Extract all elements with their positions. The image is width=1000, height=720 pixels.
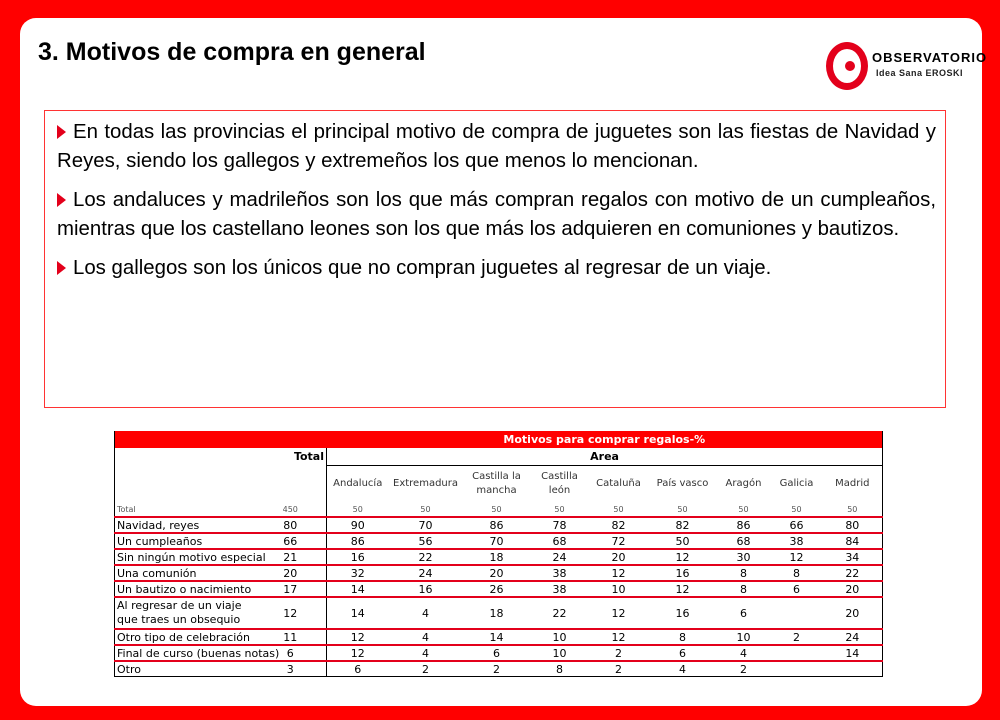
bullet-text: Los andaluces y madrileños son los que más compran regalos con motivo de un cumpleaños, mientras que los castellano leones son los que más los adquieren en comuniones y bautizos. [57,189,936,240]
cell: 86 [463,517,531,533]
cell: 70 [389,517,463,533]
cell: 2 [771,629,823,645]
column-header: Aragón [725,478,762,489]
cell: 22 [531,597,589,629]
cell: 24 [531,549,589,565]
table-row [115,597,883,629]
cell: 22 [823,565,883,581]
cell [771,597,823,629]
cell: 2 [717,661,771,677]
arrow-bullet-icon [57,125,66,139]
row-total: 3 [255,661,327,677]
column-header: Extremadura [393,478,458,489]
cell: 66 [771,517,823,533]
cell: 12 [589,629,649,645]
cell: 10 [589,581,649,597]
cell: 18 [463,549,531,565]
cell: 12 [771,549,823,565]
row-label: Otro [115,661,255,677]
base-value: 50 [491,504,502,514]
cell: 24 [389,565,463,581]
cell: 2 [463,661,531,677]
cell: 4 [389,597,463,629]
base-value: 50 [352,504,363,514]
row-total: 66 [255,533,327,549]
summary-box [44,110,946,408]
row-total: 21 [255,549,327,565]
row-label: Navidad, reyes [115,517,255,533]
row-label: Otro tipo de celebración [115,629,255,645]
cell: 6 [649,645,717,661]
bullet-text: En todas las provincias el principal motivo de compra de juguetes son las fiestas de Navidad y Reyes, siendo los gallegos y extremeños los que menos lo mencionan. [57,121,936,172]
cell: 10 [531,629,589,645]
cell: 16 [649,597,717,629]
table-row [115,565,883,581]
cell: 16 [389,581,463,597]
cell: 18 [463,597,531,629]
column-header: País vasco [656,478,709,489]
cell: 2 [589,661,649,677]
cell: 6 [327,661,389,677]
cell: 12 [327,629,389,645]
cell: 12 [589,597,649,629]
column-header: Castilla la mancha [472,471,521,496]
cell: 22 [389,549,463,565]
base-row [115,502,883,517]
row-label: Un bautizo o nacimiento [115,581,255,597]
table-row [115,645,883,661]
cell: 14 [327,581,389,597]
bullet-paragraph [57,186,936,244]
cell: 32 [327,565,389,581]
cell: 86 [327,533,389,549]
table-row [115,533,883,549]
cell: 24 [823,629,883,645]
cell: 4 [649,661,717,677]
cell: 56 [389,533,463,549]
row-total: 20 [255,565,327,581]
column-header: Castilla león [541,471,578,496]
cell: 16 [649,565,717,581]
table-row [115,629,883,645]
cell [771,661,823,677]
cell: 78 [531,517,589,533]
cell: 4 [389,645,463,661]
cell: 14 [823,645,883,661]
table-row [115,549,883,565]
cell: 4 [717,645,771,661]
cell [771,645,823,661]
cell: 8 [771,565,823,581]
row-total: 80 [255,517,327,533]
cell: 8 [717,581,771,597]
row-total: 6 [255,645,327,661]
cell: 6 [717,597,771,629]
cell: 82 [589,517,649,533]
column-header: Cataluña [596,478,641,489]
base-value: 50 [738,504,749,514]
base-value: 50 [847,504,858,514]
row-label: Una comunión [115,565,255,581]
cell: 20 [823,597,883,629]
table-header: Motivos para comprar regalos-% [327,431,883,448]
logo-ring-icon [826,42,868,90]
cell: 38 [771,533,823,549]
page-title: 3. Motivos de compra en general [38,38,426,66]
base-total: 450 [255,502,327,517]
cell: 12 [649,581,717,597]
observatorio-logo [826,38,988,98]
row-label: Final de curso (buenas notas) [115,645,255,661]
cell: 82 [649,517,717,533]
cell [823,661,883,677]
bullet-paragraph [57,254,936,283]
cell: 26 [463,581,531,597]
cell: 90 [327,517,389,533]
cell: 6 [771,581,823,597]
cell: 10 [531,645,589,661]
cell: 16 [327,549,389,565]
cell: 38 [531,581,589,597]
purchase-motives-table [114,431,883,677]
cell: 8 [717,565,771,581]
arrow-bullet-icon [57,193,66,207]
column-header: Madrid [835,478,870,489]
column-header-row [115,466,883,503]
arrow-bullet-icon [57,261,66,275]
cell: 12 [327,645,389,661]
cell: 70 [463,533,531,549]
cell: 86 [717,517,771,533]
cell: 10 [717,629,771,645]
bullet-text: Los gallegos son los únicos que no compran juguetes al regresar de un viaje. [73,257,772,279]
table-row [115,517,883,533]
cell: 20 [823,581,883,597]
cell: 38 [531,565,589,581]
cell: 72 [589,533,649,549]
row-total: 11 [255,629,327,645]
cell: 20 [589,549,649,565]
cell: 2 [389,661,463,677]
area-column-header: Area [327,448,883,466]
cell: 34 [823,549,883,565]
row-label: Al regresar de un viaje que traes un obsequio [115,597,255,629]
row-label: Sin ningún motivo especial [115,549,255,565]
cell: 68 [531,533,589,549]
cell: 14 [463,629,531,645]
total-column-header: Total [255,448,327,466]
cell: 30 [717,549,771,565]
slide [20,18,988,706]
cell: 14 [327,597,389,629]
column-header: Andalucía [333,478,383,489]
cell: 80 [823,517,883,533]
row-label: Un cumpleaños [115,533,255,549]
cell: 68 [717,533,771,549]
row-total: 17 [255,581,327,597]
base-value: 50 [554,504,565,514]
cell: 6 [463,645,531,661]
cell: 20 [463,565,531,581]
cell: 4 [389,629,463,645]
logo-subtitle: Idea Sana EROSKI [876,68,964,78]
base-value: 50 [791,504,802,514]
cell: 84 [823,533,883,549]
table-header-row [115,431,883,448]
cell: 8 [531,661,589,677]
cell: 2 [589,645,649,661]
logo-name: OBSERVATORIO [872,50,988,65]
bullet-paragraph [57,118,936,176]
table-row [115,581,883,597]
row-total: 12 [255,597,327,629]
cell: 12 [589,565,649,581]
base-value: 50 [420,504,431,514]
column-header: Galicia [779,478,814,489]
cell: 8 [649,629,717,645]
base-value: 50 [677,504,688,514]
cell: 50 [649,533,717,549]
group-header-row [115,448,883,466]
cell: 12 [649,549,717,565]
base-value: 50 [613,504,624,514]
table-row [115,661,883,677]
base-label: Total [117,504,136,514]
